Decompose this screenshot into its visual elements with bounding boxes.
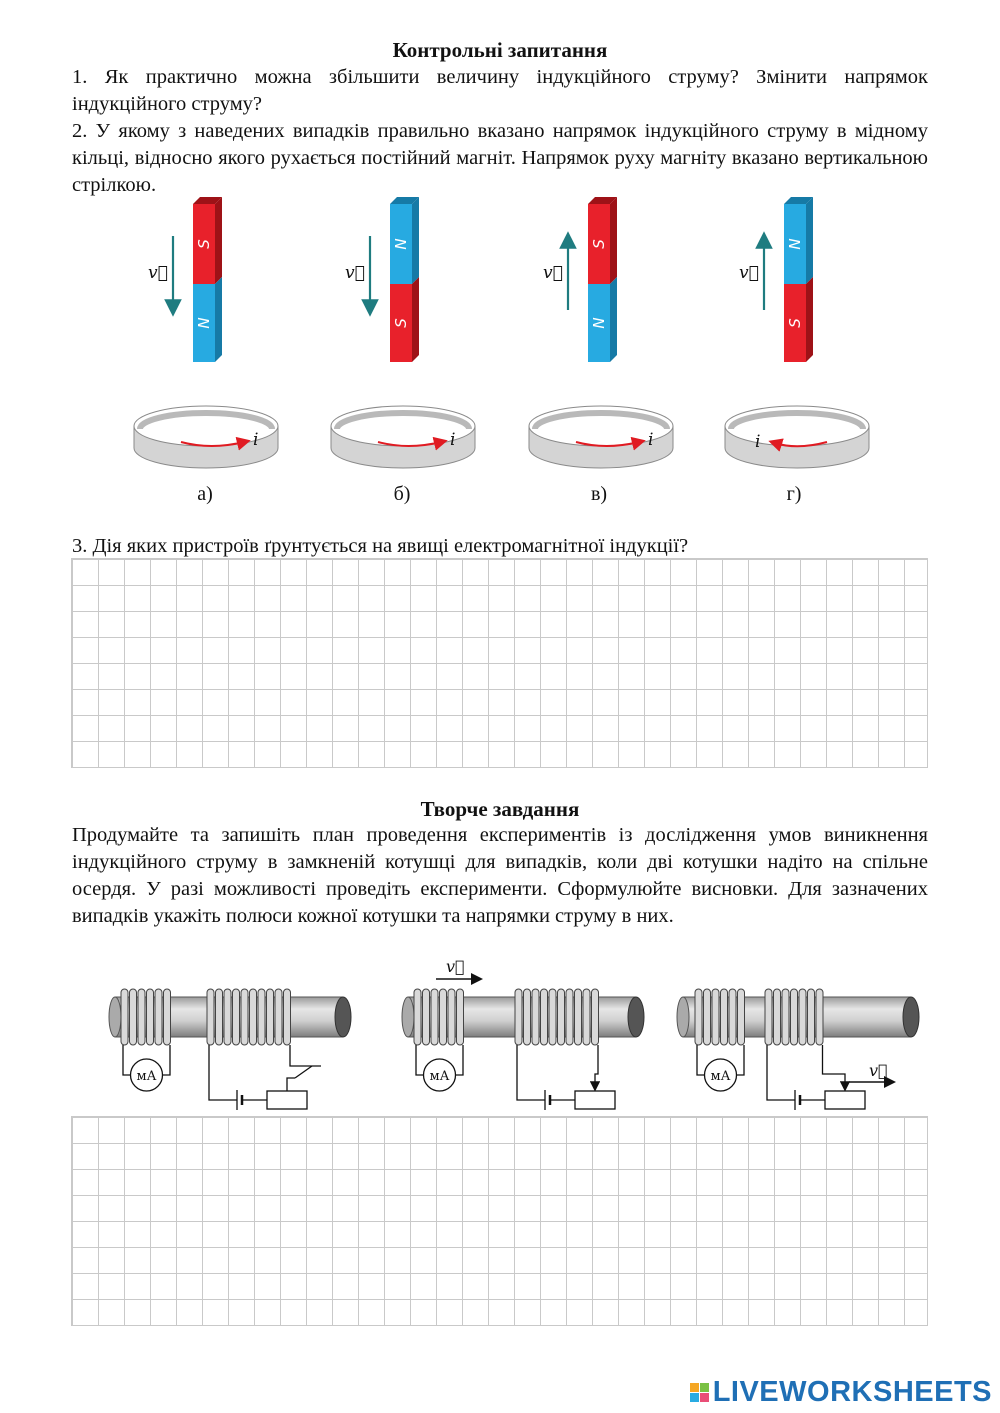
question-2: 2. У якому з наведених випадків правильно вказано напрямок індукційного струму в мідному кільці, відносно якого рухається постійний магніт. Напрямок руху магніту вказано вертикальною стрілкою. [72, 120, 928, 196]
source-wire [517, 1045, 545, 1100]
current-label: i [450, 430, 456, 450]
fig-label-v: в) [590, 483, 608, 505]
coil-turn [712, 989, 719, 1045]
coil-turn [241, 989, 248, 1045]
question-3: 3. Дія яких пристроїв ґрунтується на явищі електромагнітної індукції? [72, 535, 689, 557]
slider-velocity-label: v⃗ [869, 1061, 888, 1080]
coil-turn [592, 989, 599, 1045]
meter-wire-right [456, 1045, 464, 1075]
ring-inner-wall [731, 413, 863, 429]
coil-turn [566, 989, 573, 1045]
velocity-label: v⃗ [148, 263, 168, 283]
coil-turn [207, 989, 214, 1045]
core-right-end [903, 997, 919, 1037]
velocity-label: v⃗ [345, 263, 365, 283]
coil-turn [695, 989, 702, 1045]
coil-turn [414, 989, 421, 1045]
magnet-pole-label-top: N [392, 238, 410, 250]
milliammeter-label: мА [710, 1069, 731, 1084]
magnet-side-upper [610, 197, 617, 284]
coil-turn [147, 989, 154, 1045]
answer-grid-2[interactable] [71, 1116, 928, 1326]
coil-turn [457, 989, 464, 1045]
slider-contact [823, 1045, 846, 1089]
copper-ring [725, 406, 869, 468]
coil-turn [541, 989, 548, 1045]
question-1: 1. Як практично можна збільшити величину індукційного струму? Змінити напрямок індукційного струму? [72, 66, 928, 115]
milliammeter-label: мА [136, 1069, 157, 1084]
coil-turn [704, 989, 711, 1045]
coil-turn [121, 989, 128, 1045]
milliammeter-label: мА [429, 1069, 450, 1084]
magnet-pole-label-bottom: N [195, 317, 213, 329]
coil-turn [575, 989, 582, 1045]
coil-turn [258, 989, 265, 1045]
core-right-end [335, 997, 351, 1037]
coil-turn [448, 989, 455, 1045]
coil-turn [423, 989, 430, 1045]
coil-velocity-label: v⃗ [446, 957, 465, 976]
magnet-case-2 [331, 197, 475, 468]
meter-wire-left [123, 1045, 131, 1075]
magnet-side-lower [610, 277, 617, 362]
magnet-side-lower [215, 277, 222, 362]
coil-turn [267, 989, 274, 1045]
source-wire [209, 1045, 237, 1100]
velocity-label: v⃗ [543, 263, 563, 283]
magnet-case-4 [725, 197, 869, 468]
coil-turn [515, 989, 522, 1045]
magnet-case-1 [134, 197, 278, 468]
rheostat [825, 1091, 865, 1109]
coil-turn [233, 989, 240, 1045]
coil-turn [524, 989, 531, 1045]
core-left-end [677, 997, 689, 1037]
magnet-pole-label-top: N [786, 238, 804, 250]
coil-turn [583, 989, 590, 1045]
copper-ring [331, 406, 475, 468]
copper-ring [529, 406, 673, 468]
liveworksheets-logo-icon [690, 1383, 709, 1402]
coil-turn [774, 989, 781, 1045]
coil-turn [275, 989, 282, 1045]
coil-turn [216, 989, 223, 1045]
coil-setup-3 [677, 989, 919, 1110]
source-wire [767, 1045, 795, 1100]
slider-wire [287, 1078, 295, 1091]
coil-turn [549, 989, 556, 1045]
coil-turn [791, 989, 798, 1045]
magnet-side-upper [215, 197, 222, 284]
magnet-side-upper [806, 197, 813, 284]
velocity-label: v⃗ [739, 263, 759, 283]
coil-turn [138, 989, 145, 1045]
slider-contact [595, 1045, 598, 1089]
liveworksheets-logo[interactable] [690, 1376, 992, 1409]
creative-task-title: Творче завдання [420, 797, 580, 821]
magnet-pole-label-bottom: S [786, 318, 804, 328]
coil-2 [765, 989, 823, 1045]
coil-turn [130, 989, 137, 1045]
coil-turn [440, 989, 447, 1045]
control-questions-title: Контрольні запитання [392, 38, 608, 62]
current-label: i [253, 430, 259, 450]
core-left-end [109, 997, 121, 1037]
creative-task-text: Продумайте та запишіть план проведення експериментів із дослідження умов виникнення індукційного струму в замкненій котушці для випадків, коли дві котушки надіто на спільне осердя. У разі можливості проведіть експерименти. Сформулюйте висновки. Для зазначених випадків укажіть полюси кожної котушки та напрямки струму в них. [72, 824, 928, 927]
ring-inner-wall [140, 413, 272, 429]
rheostat [575, 1091, 615, 1109]
coils-figure [0, 955, 1000, 1115]
coil-turn [799, 989, 806, 1045]
copper-ring [134, 406, 278, 468]
core-left-end [402, 997, 414, 1037]
magnet-ring-figure [0, 190, 1000, 515]
coil-turn [155, 989, 162, 1045]
coil-setup-1 [109, 989, 351, 1110]
magnet-side-lower [412, 277, 419, 362]
magnet-pole-label-bottom: N [590, 317, 608, 329]
coil-turn [431, 989, 438, 1045]
rheostat [267, 1091, 307, 1109]
coil-turn [729, 989, 736, 1045]
current-label: i [648, 430, 654, 450]
current-label: i [755, 432, 761, 452]
switch-lever [295, 1066, 312, 1078]
coil-turn [816, 989, 823, 1045]
fig-label-g: г) [786, 483, 802, 505]
magnet-pole-label-top: S [195, 239, 213, 249]
core-right-end [628, 997, 644, 1037]
coil-turn [164, 989, 171, 1045]
coil-turn [224, 989, 231, 1045]
answer-grid-1[interactable] [71, 558, 928, 768]
coil-turn [765, 989, 772, 1045]
meter-wire-right [737, 1045, 745, 1075]
coil-setup-2 [402, 957, 644, 1110]
magnet-side-lower [806, 277, 813, 362]
coil-turn [558, 989, 565, 1045]
brand-prefix: LIVE [712, 1376, 780, 1408]
coil-turn [250, 989, 257, 1045]
ring-inner-wall [337, 413, 469, 429]
coil-turn [738, 989, 745, 1045]
return-wire [290, 1045, 321, 1066]
brand-suffix: WORKSHEETS [779, 1376, 992, 1408]
magnet-case-3 [529, 197, 673, 468]
meter-wire-right [163, 1045, 171, 1075]
fig-label-a: а) [197, 483, 213, 505]
coil-turn [782, 989, 789, 1045]
meter-wire-left [416, 1045, 424, 1075]
coil-turn [721, 989, 728, 1045]
magnet-pole-label-bottom: S [392, 318, 410, 328]
coil-turn [284, 989, 291, 1045]
magnet-pole-label-top: S [590, 239, 608, 249]
meter-wire-left [697, 1045, 705, 1075]
ring-inner-wall [535, 413, 667, 429]
fig-label-b: б) [393, 483, 411, 505]
coil-turn [532, 989, 539, 1045]
magnet-side-upper [412, 197, 419, 284]
coil-turn [808, 989, 815, 1045]
